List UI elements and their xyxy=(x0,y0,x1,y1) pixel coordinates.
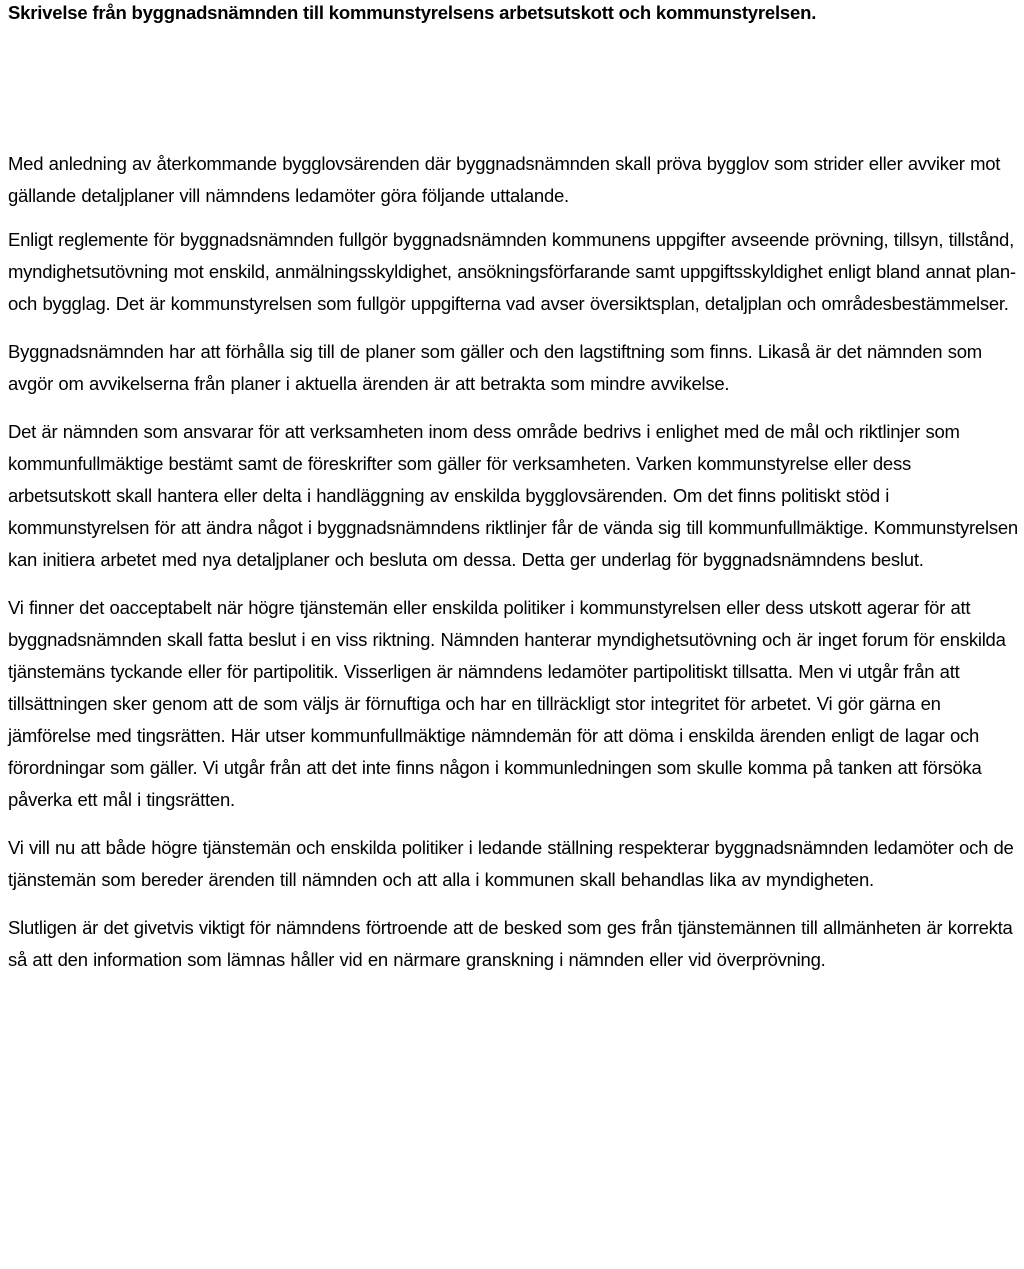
document-body xyxy=(8,148,1018,992)
paragraph-intro: Med anledning av återkommande bygglovsärenden där byggnadsnämnden skall pröva bygglov som strider eller avviker mot gällande detaljplaner vill nämndens ledamöter göra följande uttalande. xyxy=(8,153,1001,206)
document-title: Skrivelse från byggnadsnämnden till kommunstyrelsens arbetsutskott och kommunstyrelsen. xyxy=(8,2,817,23)
paragraph-ansvar: Det är nämnden som ansvarar för att verksamheten inom dess område bedrivs i enlighet med de mål och riktlinjer som kommunfullmäktige bestämt samt de föreskrifter som gäller för verksamheten. Varken kommunstyrelse eller dess arbetsutskott skall hantera eller delta i handläggning av enskilda bygglovsärenden. Om det finns politiskt stöd i kommunstyrelsen för att ändra något i byggnadsnämndens riktlinjer får de vända sig till kommunfullmäktige. Kommunstyrelsen kan initiera arbetet med nya detaljplaner och besluta om dessa. Detta ger underlag för byggnadsnämndens beslut. xyxy=(8,421,1018,570)
paragraph-planer: Byggnadsnämnden har att förhålla sig till de planer som gäller och den lagstiftning som finns. Likaså är det nämnden som avgör om avvikelserna från planer i aktuella ärenden är att betrakta som mindre avvikelse. xyxy=(8,341,982,394)
paragraph-respekt: Vi vill nu att både högre tjänstemän och enskilda politiker i ledande ställning respekterar byggnadsnämnden ledamöter och de tjänstemän som bereder ärenden till nämnden och att alla i kommunen skall behandlas lika av myndigheten. xyxy=(8,837,1014,890)
paragraph-oacceptabelt: Vi finner det oacceptabelt när högre tjänstemän eller enskilda politiker i kommunstyrelsen eller dess utskott agerar för att byggnadsnämnden skall fatta beslut i en viss riktning. Nämnden hanterar myndighetsutövning och är inget forum för enskilda tjänstemäns tyckande eller för partipolitik. Visserligen är nämndens ledamöter partipolitiskt tillsatta. Men vi utgår från att tillsättningen sker genom att de som väljs är förnuftiga och har en tillräckligt stor integritet för arbetet. Vi gör gärna en jämförelse med tingsrätten. Här utser kommunfullmäktige nämndemän för att döma i enskilda ärenden enligt de lagar och förordningar som gäller. Vi utgår från att det inte finns någon i kommunledningen som skulle komma på tanken att försöka påverka ett mål i tingsrätten. xyxy=(8,597,1006,810)
paragraph-slutligen: Slutligen är det givetvis viktigt för nämndens förtroende att de besked som ges från tjänstemännen till allmänheten är korrekta så att den information som lämnas håller vid en närmare granskning i nämnden eller vid överprövning. xyxy=(8,917,1013,970)
paragraph-reglemente: Enligt reglemente för byggnadsnämnden fullgör byggnadsnämnden kommunens uppgifter avseende prövning, tillsyn, tillstånd, myndighetsutövning mot enskild, anmälningsskyldighet, ansökningsförfarande samt uppgiftsskyldighet enligt bland annat plan- och bygglag. Det är kommunstyrelsen som fullgör uppgifterna vad avser översiktsplan, detaljplan och områdesbestämmelser. xyxy=(8,229,1016,314)
